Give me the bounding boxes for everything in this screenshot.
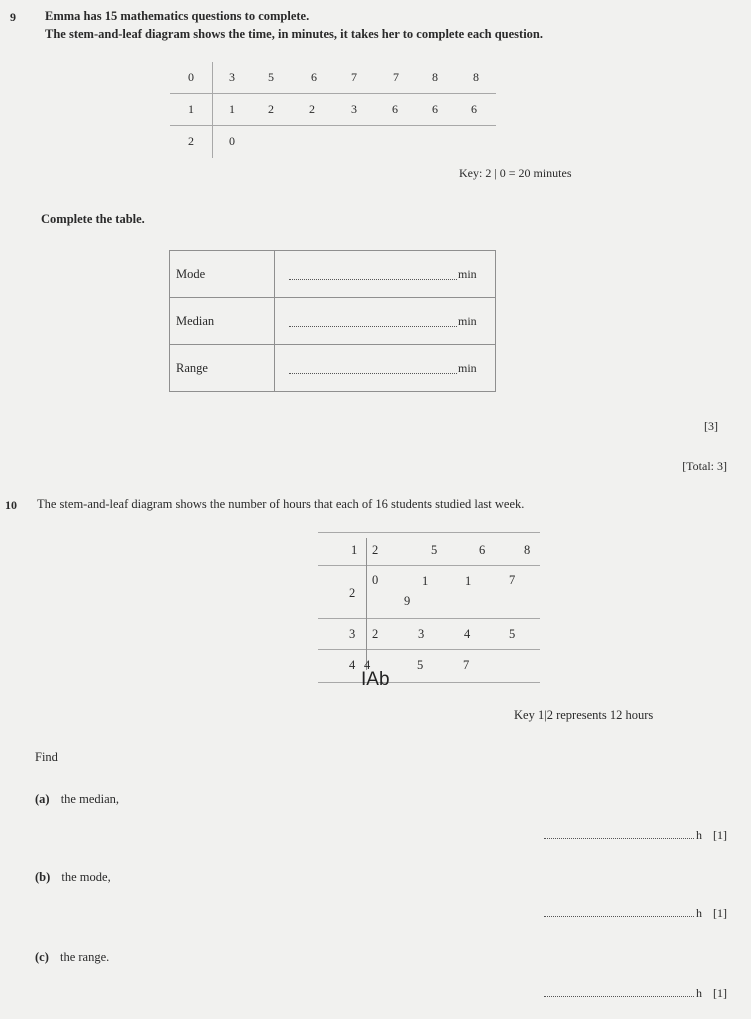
part-b-answer <box>544 906 727 921</box>
range-label: Range <box>170 345 275 392</box>
q9-marks: [3] <box>704 419 718 433</box>
part-a-answer <box>544 828 727 843</box>
q9-instruction: Complete the table. <box>41 212 145 226</box>
answer-dotted-line[interactable] <box>544 986 694 997</box>
unit-label: min <box>458 360 477 375</box>
text-cursor-overlay: IAb <box>361 669 390 690</box>
answer-dotted-line[interactable] <box>289 363 457 374</box>
q10-find: Find <box>35 750 58 764</box>
question-10-intro: The stem-and-leaf diagram shows the number of hours that each of 16 students studied last week. <box>37 497 525 511</box>
marks: [1] <box>713 828 727 842</box>
leaf-value: 4 <box>464 627 471 641</box>
unit-label: min <box>458 313 477 328</box>
part-b-text: the mode, <box>61 870 111 884</box>
part-c <box>35 950 109 965</box>
table-row <box>170 298 496 345</box>
leaf-value: 5 <box>509 627 516 641</box>
leaf-value: 2 <box>268 102 274 116</box>
leaf-value: 6 <box>479 543 486 557</box>
stem-value: 2 <box>188 134 194 148</box>
stem-row <box>170 94 496 126</box>
leaf-value: 3 <box>418 627 425 641</box>
answer-dotted-line[interactable] <box>289 316 457 327</box>
leaf-value: 1 <box>422 574 429 588</box>
stem-value: 2 <box>349 586 356 600</box>
stem-divider <box>366 538 367 670</box>
stem-value: 1 <box>351 543 358 557</box>
leaf-value: 5 <box>268 70 274 84</box>
part-a-text: the median, <box>60 792 120 806</box>
answer-dotted-line[interactable] <box>544 828 694 839</box>
stem-row <box>170 126 496 157</box>
stem-row <box>170 62 496 94</box>
marks: [1] <box>713 906 727 920</box>
table-row <box>170 345 496 392</box>
unit-label: h <box>696 906 702 920</box>
row-divider <box>318 618 540 619</box>
leaf-value: 7 <box>463 658 470 672</box>
question-9-number: 9 <box>10 10 16 24</box>
q9-total: [Total: 3] <box>682 459 727 473</box>
part-a <box>35 792 119 807</box>
leaf-value: 7 <box>393 70 399 84</box>
unit-label: h <box>696 828 702 842</box>
question-10-number: 10 <box>5 498 17 512</box>
leaf-value: 3 <box>351 102 357 116</box>
q10-key: Key 1|2 represents 12 hours <box>514 708 654 722</box>
part-c-text: the range. <box>60 950 110 964</box>
leaf-value: 7 <box>509 573 516 587</box>
table-row <box>170 251 496 298</box>
median-answer-cell[interactable] <box>275 298 496 345</box>
leaf-value: 5 <box>431 543 438 557</box>
leaf-value: 8 <box>432 70 438 84</box>
leaf-value: 6 <box>432 102 438 116</box>
unit-label: min <box>458 266 477 281</box>
q9-key: Key: 2 | 0 = 20 minutes <box>459 166 572 180</box>
stem-value: 1 <box>188 102 194 116</box>
row-divider <box>318 649 540 650</box>
leaf-value: 7 <box>351 70 357 84</box>
answer-dotted-line[interactable] <box>289 269 457 280</box>
q9-answer-table <box>169 250 496 392</box>
row-divider <box>318 565 540 566</box>
leaf-value: 1 <box>465 574 472 588</box>
unit-label: h <box>696 986 702 1000</box>
part-a-label: (a) <box>35 792 50 806</box>
leaf-value: 0 <box>229 134 235 148</box>
row-divider <box>318 532 540 533</box>
range-answer-cell[interactable] <box>275 345 496 392</box>
leaf-value: 8 <box>524 543 531 557</box>
stem-value: 0 <box>188 70 194 84</box>
part-c-label: (c) <box>35 950 49 964</box>
leaf-value: 8 <box>473 70 479 84</box>
leaf-value: 6 <box>392 102 398 116</box>
question-9-intro-line1: Emma has 15 mathematics questions to complete. <box>45 9 310 23</box>
leaf-value: 3 <box>229 70 235 84</box>
leaf-value: 5 <box>417 658 424 672</box>
leaf-value: 2 <box>309 102 315 116</box>
q9-stem-leaf-diagram <box>170 62 496 157</box>
leaf-value: 1 <box>229 102 235 116</box>
median-label: Median <box>170 298 275 345</box>
marks: [1] <box>713 986 727 1000</box>
part-b <box>35 870 111 885</box>
stem-value: 3 <box>349 627 356 641</box>
leaf-value: 9 <box>404 594 411 608</box>
leaf-value: 2 <box>372 627 379 641</box>
answer-dotted-line[interactable] <box>544 906 694 917</box>
part-c-answer <box>544 986 727 1001</box>
leaf-value: 2 <box>372 543 379 557</box>
leaf-value: 4 <box>364 658 371 672</box>
part-b-label: (b) <box>35 870 51 884</box>
row-divider <box>318 682 540 683</box>
q10-stem-leaf-diagram <box>318 532 540 692</box>
stem-value: 4 <box>349 658 356 672</box>
leaf-value: 6 <box>471 102 477 116</box>
mode-answer-cell[interactable] <box>275 251 496 298</box>
leaf-value: 6 <box>311 70 317 84</box>
question-9-intro-line2: The stem-and-leaf diagram shows the time, in minutes, it takes her to complete each question. <box>45 27 543 41</box>
leaf-value: 0 <box>372 573 379 587</box>
mode-label: Mode <box>170 251 275 298</box>
